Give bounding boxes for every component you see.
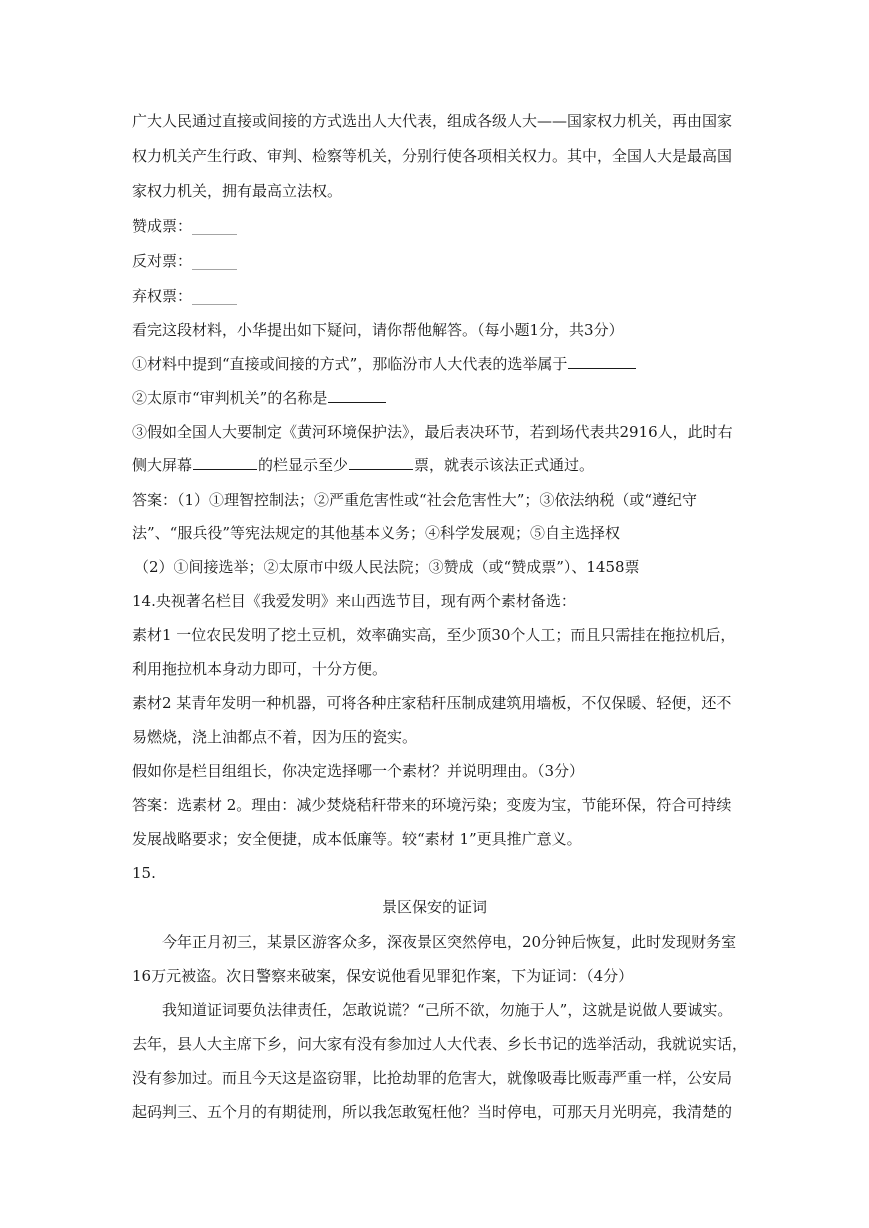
intro-line-3: 家权力机关，拥有最高立法权。 [132, 182, 343, 200]
q14-material-2-line-1: 素材2 某青年发明一种机器，可将各种庄家秸秆压制成建筑用墙板，不仅保暖、轻便，还不 [132, 694, 732, 712]
vote-yes-placeholder: ______ [192, 217, 238, 235]
answer-blank [568, 354, 636, 369]
q14-material-1-line-1: 素材1 一位农民发明了挖土豆机，效率确实高，至少顶30个人工；而且只需挂在拖拉机后， [132, 626, 736, 644]
vote-abstain-placeholder: ______ [192, 287, 238, 305]
q13-item-1 [132, 354, 637, 374]
vote-abstain-label: 弃权票： [132, 287, 193, 305]
q13-prompt: 看完这段材料，小华提出如下疑问，请你帮他解答。（每小题1分，共3分） [132, 321, 624, 339]
vote-yes-label: 赞成票： [132, 217, 193, 235]
q15-para-1-line-1: 今年正月初三，某景区游客众多，深夜景区突然停电，20分钟后恢复，此时发现财务室 [162, 933, 737, 951]
q13-item-3-line-2 [132, 455, 594, 475]
q15-para-2-line-2: 去年，县人大主席下乡，问大家有没有参加过人大代表、乡长书记的选举活动，我就说实话， [132, 1035, 748, 1053]
answer13-line-3: （2）①间接选举；②太原市中级人民法院；③赞成（或“赞成票”）、1458票 [134, 558, 640, 576]
q15-number: 15. [132, 864, 156, 882]
q13-item-2 [132, 388, 387, 408]
answer-blank [193, 455, 257, 470]
q15-para-2-line-1: 我知道证词要负法律责任，怎敢说谎？“己所不欲，勿施于人”，这就是说做人要诚实。 [162, 1001, 733, 1019]
q13-item-3-text-a: 侧大屏幕 [132, 456, 193, 474]
q14-answer-line-1: 答案：选素材 2。理由：减少焚烧秸秆带来的环境污染；变废为宝，节能环保，符合可持续 [132, 796, 732, 814]
answer-blank [328, 388, 386, 403]
vote-yes-line [132, 216, 237, 236]
answer13-line-2: 法”、“服兵役”等宪法规定的其他基本义务；④科学发展观；⑤自主选择权 [132, 524, 621, 542]
vote-no-placeholder: ______ [192, 252, 238, 270]
intro-line-2: 权力机关产生行政、审判、检察等机关，分别行使各项相关权力。其中，全国人大是最高国 [132, 147, 733, 165]
q13-item-3-text-c: 票，就表示该法正式通过。 [414, 456, 595, 474]
vote-abstain-line [132, 286, 237, 306]
q15-title: 景区保安的证词 [381, 898, 487, 916]
q14-answer-line-2: 发展战略要求；安全便捷，成本低廉等。较“素材 1”更具推广意义。 [132, 830, 582, 848]
q15-para-2-line-3: 没有参加过。而且今天这是盗窃罪，比抢劫罪的危害大，就像吸毒比贩毒严重一样，公安局 [132, 1069, 733, 1087]
q14-prompt: 假如你是栏目组组长，你决定选择哪一个素材？并说明理由。（3分） [132, 762, 585, 780]
q13-item-3-line-1: ③假如全国人大要制定《黄河环境保护法》，最后表决环节，若到场代表共2916人，此时右 [132, 423, 733, 441]
q15-para-1-line-2: 16万元被盗。次日警察来破案，保安说他看见罪犯作案，下为证词：（4分） [132, 967, 634, 985]
vote-no-label: 反对票： [132, 252, 193, 270]
answer-blank [349, 455, 413, 470]
q13-item-3-text-b: 的栏显示至少 [258, 456, 349, 474]
vote-no-line [132, 251, 237, 271]
intro-line-1: 广大人民通过直接或间接的方式选出人大代表，组成各级人大——国家权力机关，再由国家 [132, 112, 733, 130]
q14-title: 14.央视著名栏目《我爱发明》来山西选节目，现有两个素材备选： [132, 592, 576, 610]
q14-material-2-line-2: 易燃烧，浇上油都点不着，因为压的瓷实。 [132, 728, 418, 746]
answer13-line-1: 答案：（1）①理智控制法；②严重危害性或“社会危害性大”；③依法纳税（或“遵纪守 [132, 491, 698, 509]
q13-item-1-text: ①材料中提到“直接或间接的方式”，那临汾市人大代表的选举属于 [132, 355, 568, 373]
q15-para-2-line-4: 起码判三、五个月的有期徒刑，所以我怎敢冤枉他？当时停电，可那天月光明亮，我清楚的 [132, 1103, 733, 1121]
q14-material-1-line-2: 利用拖拉机本身动力即可，十分方便。 [132, 660, 388, 678]
q13-item-2-text: ②太原市“审判机关”的名称是 [132, 389, 328, 407]
